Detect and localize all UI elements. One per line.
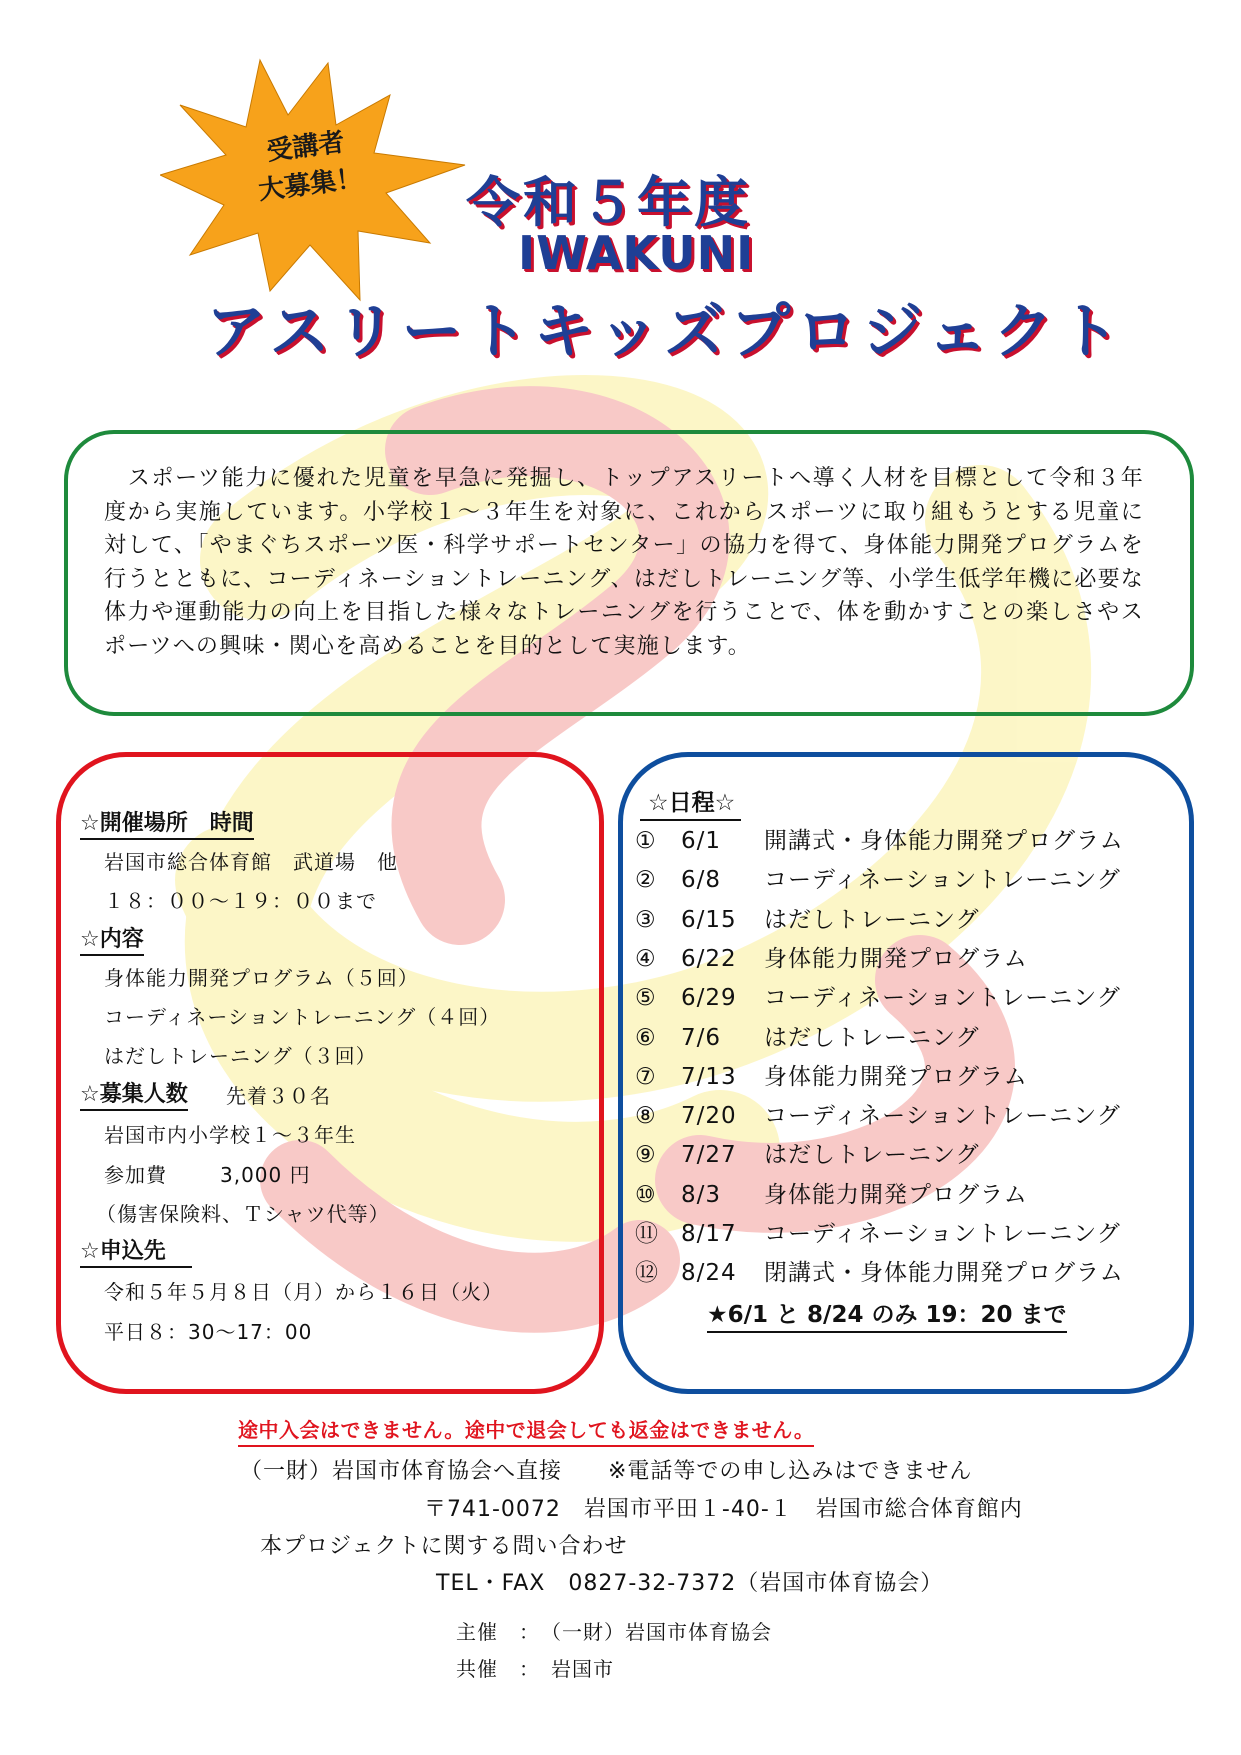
schedule-row [635, 979, 1121, 1012]
inquiry-text: 本プロジェクトに関する問い合わせ [260, 1534, 628, 1559]
title-year: 令和５年度 [466, 171, 751, 234]
schedule-event: コーディネーショントレーニング [764, 1221, 1121, 1247]
schedule-date: 7/6 [681, 1024, 722, 1051]
schedule-number: ② [635, 867, 657, 894]
schedule-date: 6/29 [681, 985, 737, 1012]
schedule-row [635, 1019, 980, 1052]
schedule-date: 7/20 [681, 1103, 737, 1130]
schedule-event: 身体能力開発プログラム [764, 945, 1028, 972]
burst-line-1: 受講者 [265, 127, 347, 167]
schedule-date: 8/17 [681, 1221, 737, 1247]
schedule-row [635, 822, 1124, 855]
schedule-event: 身体能力開発プログラム [764, 1063, 1028, 1090]
title-iwakuni: IWAKUNI [518, 226, 755, 280]
schedule-number: ⑧ [635, 1103, 657, 1130]
schedule-row [635, 1097, 1121, 1130]
schedule-number: ⑩ [635, 1181, 657, 1208]
fee-value: 3,000 円 [220, 1163, 311, 1187]
schedule-event: はだしトレーニング [764, 906, 980, 933]
schedule-row [635, 861, 1121, 894]
schedule-number: ③ [635, 906, 657, 933]
recruit-count: 先着３０名 [226, 1084, 331, 1108]
schedule-date: 6/8 [681, 867, 722, 894]
title-project-name: アスリートキッズプロジェクト [206, 297, 1126, 367]
schedule-number: ⑤ [635, 985, 657, 1012]
schedule-number: ⑪ [635, 1221, 659, 1247]
content-item: 身体能力開発プログラム（５回） [104, 966, 419, 990]
schedule-date: 6/1 [681, 828, 722, 854]
schedule-event: はだしトレーニング [764, 1024, 980, 1051]
content-item: はだしトレーニング（３回） [104, 1044, 377, 1068]
schedule-date: 8/24 [681, 1260, 737, 1287]
apply-heading: ☆申込先 [80, 1234, 192, 1268]
schedule-event: はだしトレーニング [764, 1142, 980, 1169]
schedule-row [635, 1215, 1121, 1248]
co-organizer-text: 共催 ： 岩国市 [456, 1657, 614, 1681]
content-heading: ☆内容 [80, 922, 144, 956]
fee-note: （傷害保険料、Ｔシャツ代等） [96, 1202, 390, 1226]
tel-fax-text: TEL・FAX 0827-32-7372（岩国市体育協会） [436, 1571, 944, 1596]
schedule-row [635, 1058, 1028, 1091]
schedule-number: ⑨ [635, 1142, 657, 1169]
schedule-event: コーディネーショントレーニング [764, 867, 1121, 894]
apply-period: 令和５年５月８日（月）から１６日（火） [104, 1280, 503, 1304]
warning-text: 途中入会はできません。途中で退会しても返金はできません。 [238, 1414, 814, 1447]
schedule-date: 8/3 [681, 1181, 722, 1208]
schedule-row [635, 1254, 1124, 1287]
schedule-event: 開講式・身体能力開発プログラム [764, 828, 1124, 854]
schedule-event: コーディネーショントレーニング [764, 985, 1121, 1012]
schedule-date: 6/22 [681, 945, 737, 972]
schedule-row [635, 940, 1028, 973]
schedule-number: ⑦ [635, 1063, 657, 1090]
schedule-row [635, 1176, 1028, 1209]
content-item: コーディネーショントレーニング（４回） [104, 1005, 501, 1029]
intro-text: スポーツ能力に優れた児童を早急に発掘し、トップアスリートへ導く人材を目標として令和３年度から実施しています。小学校１～３年生を対象に、これからスポーツに取り組もうとする児童に対して、「やまぐちスポーツ医・科学サポートセンター」の協力を得て、身体能力開発プログラムを行うとともに、コーディネーショントレーニング、はだしトレーニング等、小学生低学年機に必要な体力や運動能力の向上を目指した様々なトレーニングを行うことで、体を動かすことの楽しさやスポーツへの興味・関心を高めることを目的として実施します。 [104, 466, 1144, 659]
schedule-row [635, 1136, 980, 1169]
schedule-date: 7/27 [681, 1142, 737, 1169]
time-text: １８：００～１９：００まで [104, 889, 377, 913]
schedule-heading: ☆日程☆ [640, 784, 741, 821]
recruit-heading [80, 1077, 188, 1111]
organizer-text: 主催 ： （一財）岩国市体育協会 [456, 1620, 772, 1644]
schedule-event: 身体能力開発プログラム [764, 1181, 1028, 1208]
apply-direct-text: （一財）岩国市体育協会へ直接 ※電話等での申し込みはできません [240, 1459, 973, 1484]
venue-heading: ☆開催場所 時間 [80, 806, 254, 840]
schedule-row [635, 901, 980, 934]
burst-line-2: 大募集！ [256, 163, 364, 207]
schedule-number: ④ [635, 945, 657, 972]
venue-text: 岩国市総合体育館 武道場 他 [104, 850, 398, 874]
schedule-note: ★6/1 と 8/24 のみ 19：20 まで [707, 1296, 1067, 1333]
fee-label: 参加費 [104, 1163, 167, 1187]
schedule-number: ① [635, 828, 657, 854]
schedule-number: ⑥ [635, 1024, 657, 1051]
target-text: 岩国市内小学校１～３年生 [104, 1123, 356, 1147]
address-text: 〒741-0072 岩国市平田１-40-１ 岩国市総合体育館内 [424, 1497, 1023, 1522]
apply-hours: 平日８：30～17：00 [104, 1320, 313, 1344]
recruit-heading-label: ☆募集人数 [80, 1082, 188, 1107]
schedule-event: コーディネーショントレーニング [764, 1103, 1121, 1130]
schedule-number: ⑫ [635, 1260, 659, 1287]
schedule-date: 6/15 [681, 906, 737, 933]
schedule-event: 閉講式・身体能力開発プログラム [764, 1260, 1124, 1287]
schedule-date: 7/13 [681, 1063, 737, 1090]
